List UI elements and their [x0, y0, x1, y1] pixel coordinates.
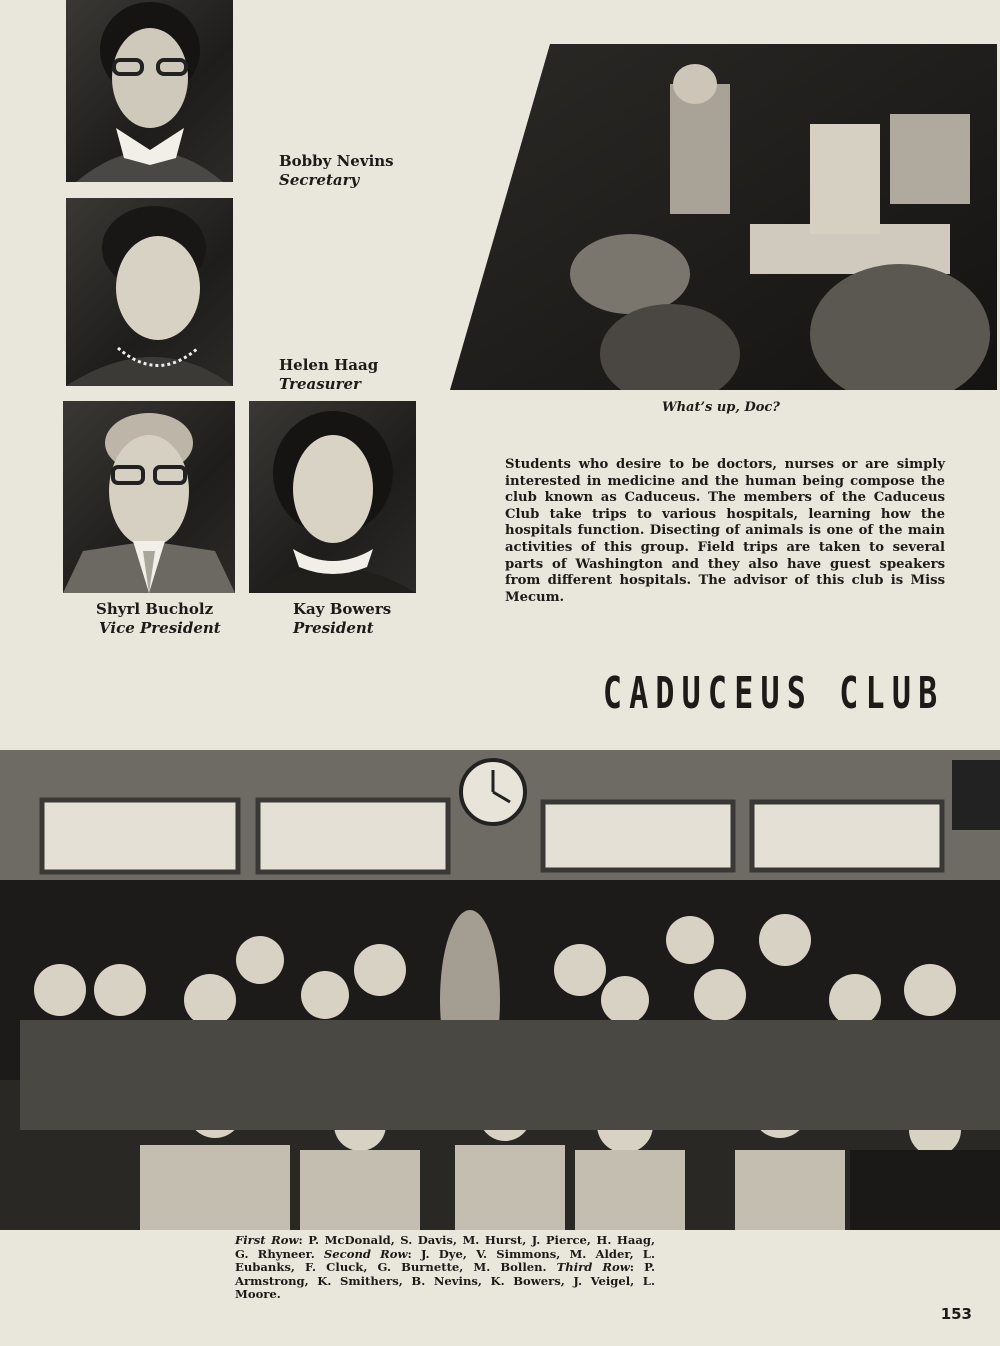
club-title: CADUCEUS CLUB	[602, 668, 944, 719]
third-row-label: Third Row	[556, 1260, 630, 1275]
officer-role: Treasurer	[279, 375, 361, 393]
wall-chart	[752, 802, 942, 870]
wall-chart	[543, 802, 733, 870]
officer-name: Shyrl Bucholz	[96, 600, 214, 618]
page-number: 153	[940, 1305, 972, 1323]
wall-chart	[258, 800, 448, 872]
wall-chart	[42, 800, 238, 872]
first-row-names: P. McDonald, S. Davis, M. Hurst, J. Pierce, H. Haag, G. Rhyneer.	[235, 1233, 656, 1261]
lab-activity-photo	[450, 44, 997, 390]
officer-role: President	[293, 619, 374, 637]
first-row-label: First Row	[235, 1233, 299, 1247]
second-row-label: Second Row	[323, 1246, 408, 1261]
portrait-shyrl-bucholz	[63, 401, 235, 593]
officer-role: Vice President	[99, 619, 221, 637]
lab-photo-caption: What’s up, Doc?	[662, 400, 780, 415]
officer-name: Kay Bowers	[293, 600, 392, 618]
second-row-names: J. Dye, V. Simmons, M. Alder, L. Eubanks, F. Cluck, G. Burnette, M. Bollen.	[235, 1246, 655, 1275]
portrait-kay-bowers	[249, 401, 416, 593]
officer-role: Secretary	[279, 171, 360, 189]
group-photo-caption: First Row: P. McDonald, S. Davis, M. Hurst, J. Pierce, H. Haag, G. Rhyneer. Second Row: J. Dye, V. Simmons, M. Alder, L. Eubanks, F. Cluck, G. Burnette, M. Bollen. Third Row: P. Armstrong, K. Smithers, B. Nevins, K. Bowers, J. Veigel, L. Moore.	[235, 1233, 656, 1302]
club-description: Students who desire to be doctors, nurses or are simply interested in medicine and the human being compose the club known as Caduceus. The members of the Caduceus Club take trips to various hospitals, learning how the hospitals function. Disecting of animals is one of the main activities of this group. Field trips are taken to several parts of Washington and they also have guest speakers from different hospitals. The advisor of this club is Miss Mecum.	[505, 457, 945, 605]
wall-clock-icon	[461, 760, 525, 824]
group-photo	[0, 750, 1000, 1230]
portrait-helen-haag	[66, 198, 233, 386]
officer-name: Bobby Nevins	[279, 152, 394, 170]
portrait-bobby-nevins	[66, 0, 233, 182]
officer-name: Helen Haag	[279, 356, 379, 374]
third-row-names: P. Armstrong, K. Smithers, B. Nevins, K. Bowers, J. Veigel, L. Moore.	[235, 1260, 655, 1302]
